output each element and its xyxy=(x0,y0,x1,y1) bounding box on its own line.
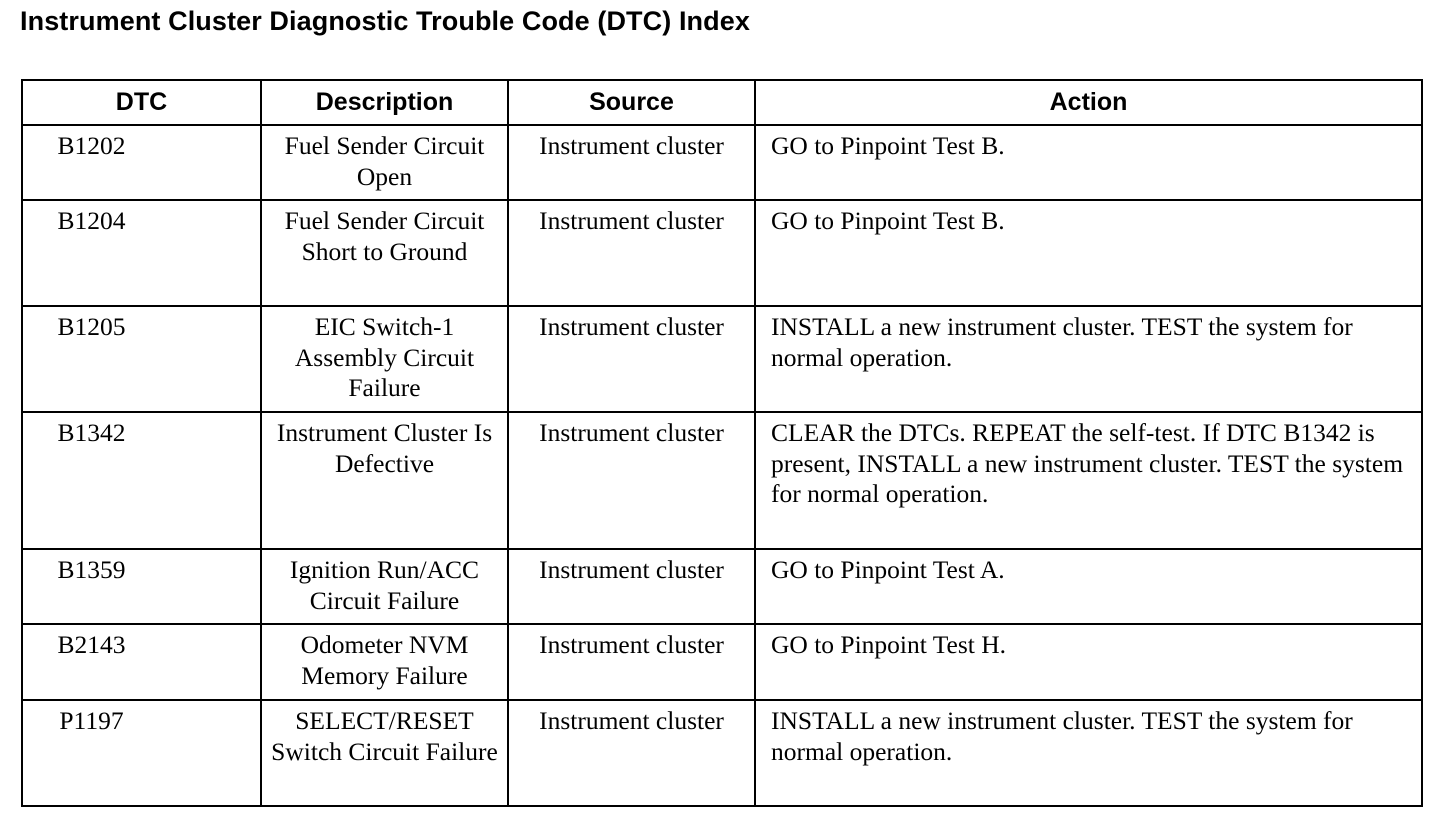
description-cell: EIC Switch-1 Assembly Circuit Failure xyxy=(261,306,508,412)
dtc-code-cell: P1197 xyxy=(22,700,261,806)
action-cell: GO to Pinpoint Test H. xyxy=(755,624,1422,700)
source-cell: Instrument cluster xyxy=(508,700,755,806)
description-cell: Fuel Sender Circuit Short to Ground xyxy=(261,200,508,306)
source-cell: Instrument cluster xyxy=(508,200,755,306)
dtc-code-cell: B1202 xyxy=(22,125,261,200)
action-cell: INSTALL a new instrument cluster. TEST the system for normal operation. xyxy=(755,700,1422,806)
header-source: Source xyxy=(508,80,755,125)
table-row xyxy=(22,549,1422,624)
action-cell: GO to Pinpoint Test A. xyxy=(755,549,1422,624)
action-cell: CLEAR the DTCs. REPEAT the self-test. If DTC B1342 is present, INSTALL a new instrument cluster. TEST the system for normal operation. xyxy=(755,412,1422,549)
dtc-code-cell: B1342 xyxy=(22,412,261,549)
action-cell: INSTALL a new instrument cluster. TEST the system for normal operation. xyxy=(755,306,1422,412)
source-cell: Instrument cluster xyxy=(508,549,755,624)
description-cell: Ignition Run/ACC Circuit Failure xyxy=(261,549,508,624)
table-row xyxy=(22,700,1422,806)
description-cell: Fuel Sender Circuit Open xyxy=(261,125,508,200)
dtc-index-table xyxy=(21,79,1423,807)
header-description: Description xyxy=(261,80,508,125)
action-cell: GO to Pinpoint Test B. xyxy=(755,125,1422,200)
description-cell: SELECT/RESET Switch Circuit Failure xyxy=(261,700,508,806)
description-cell: Instrument Cluster Is Defective xyxy=(261,412,508,549)
table-row xyxy=(22,306,1422,412)
source-cell: Instrument cluster xyxy=(508,125,755,200)
dtc-code-cell: B1205 xyxy=(22,306,261,412)
dtc-code-cell: B1204 xyxy=(22,200,261,306)
action-cell: GO to Pinpoint Test B. xyxy=(755,200,1422,306)
table-row xyxy=(22,125,1422,200)
dtc-code-cell: B1359 xyxy=(22,549,261,624)
source-cell: Instrument cluster xyxy=(508,306,755,412)
source-cell: Instrument cluster xyxy=(508,624,755,700)
page-title: Instrument Cluster Diagnostic Trouble Code (DTC) Index xyxy=(20,6,750,36)
source-cell: Instrument cluster xyxy=(508,412,755,549)
table-row xyxy=(22,412,1422,549)
table-row xyxy=(22,200,1422,306)
dtc-code-cell: B2143 xyxy=(22,624,261,700)
table-header-row xyxy=(22,80,1422,125)
header-action: Action xyxy=(755,80,1422,125)
description-cell: Odometer NVM Memory Failure xyxy=(261,624,508,700)
table-row xyxy=(22,624,1422,700)
header-dtc: DTC xyxy=(22,80,261,125)
